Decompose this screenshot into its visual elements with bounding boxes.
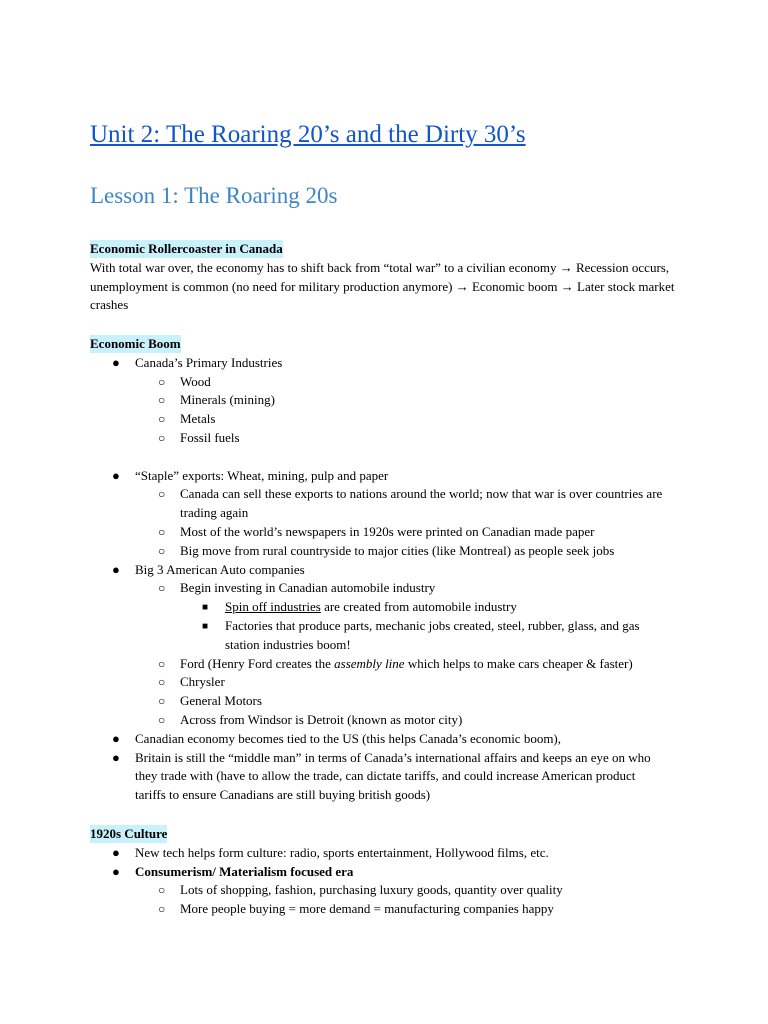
list-item (90, 542, 690, 561)
list-item (90, 354, 690, 373)
list-item (90, 561, 690, 580)
list-item (90, 881, 690, 900)
circle-bullet-icon: ○ (158, 487, 166, 502)
culture-item-text: Lots of shopping, fashion, purchasing luxury goods, quantity over quality (180, 882, 563, 898)
list-item (90, 485, 690, 523)
list-item (90, 655, 690, 674)
square-bullet-icon: ■ (202, 602, 209, 614)
assembly-line-text: assembly line (334, 655, 405, 671)
big3-text: Big 3 American Auto companies (135, 561, 305, 577)
culture-heading: 1920s Culture (90, 826, 168, 841)
spacer (90, 448, 690, 467)
circle-bullet-icon: ○ (158, 902, 166, 917)
staple-item-text: Canada can sell these exports to nations around the world; now that war is over countries are trading again (180, 486, 663, 521)
circle-bullet-icon: ○ (158, 712, 166, 727)
unit-title[interactable]: Unit 2: The Roaring 20’s and the Dirty 30’s (90, 121, 526, 148)
list-item (90, 617, 645, 655)
list-item (90, 844, 690, 863)
bullet-icon: ● (112, 354, 120, 370)
primary-item-text: Wood (180, 373, 211, 389)
lesson-title: Lesson 1: The Roaring 20s (90, 183, 338, 208)
list-item (90, 673, 690, 692)
ford-text-b: which helps to make cars cheaper & faster) (404, 655, 633, 671)
factories-text: Factories that produce parts, mechanic jobs created, steel, rubber, glass, and gas station industries boom! (225, 617, 640, 652)
bullet-icon: ● (112, 561, 120, 577)
primary-item-text: Fossil fuels (180, 429, 240, 445)
circle-bullet-icon: ○ (158, 581, 166, 596)
bullet-icon: ● (112, 467, 120, 483)
culture-section (90, 825, 690, 919)
gm-text: General Motors (180, 693, 262, 709)
ford-text-a: Ford (Henry Ford creates the (180, 655, 335, 671)
rollercoaster-section (90, 240, 690, 315)
circle-bullet-icon: ○ (158, 524, 166, 539)
list-item (90, 429, 690, 448)
new-tech-text: New tech helps form culture: radio, sports entertainment, Hollywood films, etc. (135, 844, 549, 860)
boom-heading: Economic Boom (90, 336, 181, 351)
staple-text: “Staple” exports: Wheat, mining, pulp and paper (135, 467, 389, 483)
boom-section (90, 335, 690, 805)
list-item (90, 391, 690, 410)
primary-item-text: Minerals (mining) (180, 392, 275, 408)
primary-industries-text: Canada’s Primary Industries (135, 354, 283, 370)
list-item (90, 467, 690, 486)
circle-bullet-icon: ○ (158, 543, 166, 558)
bullet-icon: ● (112, 749, 120, 765)
list-item (90, 523, 690, 542)
staple-item-text: Big move from rural countryside to major cities (like Montreal) as people seek jobs (180, 542, 615, 558)
list-item (90, 692, 690, 711)
list-item (90, 373, 690, 392)
bullet-icon: ● (112, 844, 120, 860)
tied-us-text: Canadian economy becomes tied to the US (this helps Canada’s economic boom), (135, 730, 562, 746)
circle-bullet-icon: ○ (158, 675, 166, 690)
rollercoaster-heading: Economic Rollercoaster in Canada (90, 241, 283, 256)
circle-bullet-icon: ○ (158, 694, 166, 709)
circle-bullet-icon: ○ (158, 430, 166, 445)
list-item (90, 900, 690, 919)
consumerism-text: Consumerism/ Materialism focused era (135, 863, 354, 879)
bullet-icon: ● (112, 730, 120, 746)
list-item (90, 598, 690, 617)
list-item (90, 863, 690, 882)
spin-off-text: are created from automobile industry (320, 599, 517, 615)
staple-item-text: Most of the world’s newspapers in 1920s were printed on Canadian made paper (180, 523, 595, 539)
list-item (90, 730, 690, 749)
britain-text: Britain is still the “middle man” in terms of Canada’s international affairs and keeps an eye on who they trade with (have to allow the trade, can dictate tariffs, and could increase American product tariffs to ensure Canadians are still buying british goods) (135, 749, 651, 803)
list-item (90, 749, 665, 805)
circle-bullet-icon: ○ (158, 393, 166, 408)
square-bullet-icon: ■ (202, 620, 209, 632)
begin-investing-text: Begin investing in Canadian automobile industry (180, 580, 436, 596)
circle-bullet-icon: ○ (158, 412, 166, 427)
culture-item-text: More people buying = more demand = manufacturing companies happy (180, 901, 554, 917)
list-item (90, 410, 690, 429)
windsor-text: Across from Windsor is Detroit (known as motor city) (180, 711, 463, 727)
circle-bullet-icon: ○ (158, 883, 166, 898)
circle-bullet-icon: ○ (158, 656, 166, 671)
rollercoaster-paragraph: With total war over, the economy has to shift back from “total war” to a civilian economy → Recession occurs, unemployment is common (no need for military production anymore) → Economic boom → Later stock market crashes (90, 259, 675, 313)
list-item (90, 579, 690, 598)
circle-bullet-icon: ○ (158, 374, 166, 389)
list-item (90, 711, 690, 730)
primary-item-text: Metals (180, 411, 216, 427)
spin-off-link[interactable]: Spin off industries (225, 599, 321, 615)
chrysler-text: Chrysler (180, 674, 225, 690)
bullet-icon: ● (112, 863, 120, 879)
